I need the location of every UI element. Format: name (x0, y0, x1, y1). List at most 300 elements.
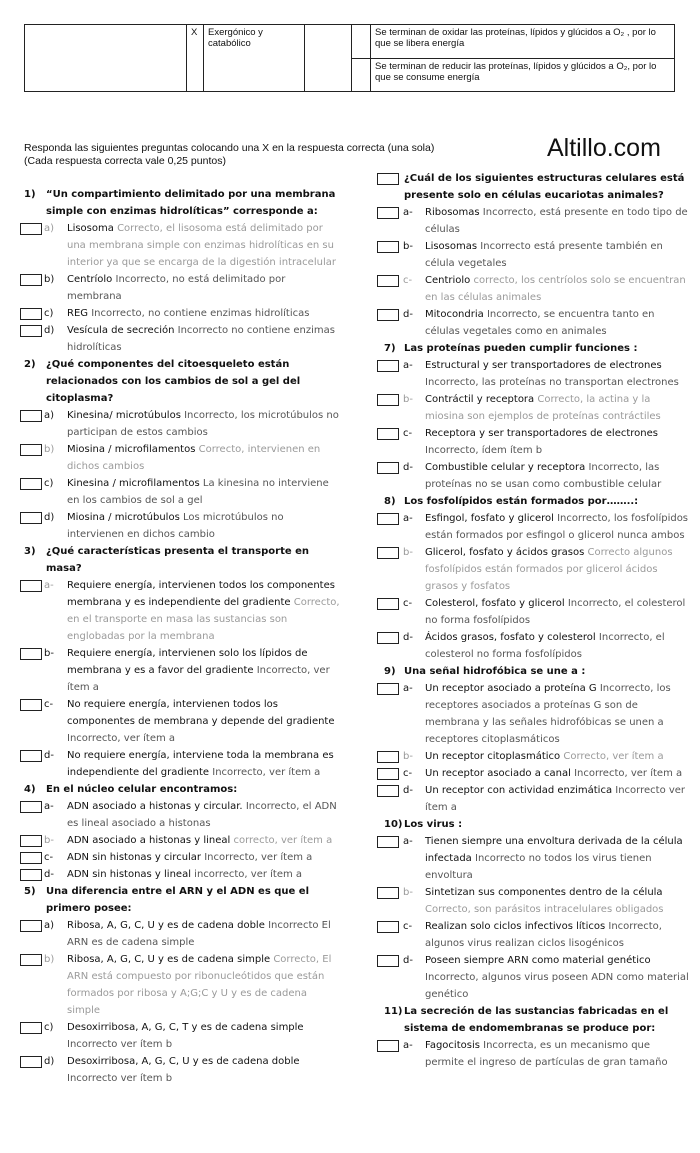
table-cell-check (352, 25, 371, 59)
answer-option (377, 425, 690, 459)
answer-option (20, 1019, 340, 1053)
option-text (67, 271, 340, 305)
option-feedback: Correcto, son parásitos intracelulares obligados (425, 904, 664, 915)
option-label: Lisosomas (425, 241, 478, 252)
instructions-line: (Cada respuesta correcta vale 0,25 puntos) (24, 155, 226, 167)
option-label: Un receptor con actividad enzimática (425, 785, 613, 796)
option-letter: b- (403, 394, 413, 405)
option-feedback: Incorrecto, algunos virus poseen ADN como material genético (425, 972, 689, 1000)
answer-option (377, 357, 690, 391)
option-feedback: Incorrecto, ver ítem a (67, 665, 330, 693)
answer-checkbox[interactable] (377, 768, 399, 780)
option-feedback: Incorrecto, ver ítem a (574, 768, 683, 779)
option-label: Ribosa, A, G, C, U y es de cadena simple (67, 954, 271, 965)
answer-option (377, 510, 690, 544)
question-line (24, 186, 340, 203)
answer-checkbox[interactable] (20, 1056, 42, 1068)
question-text: presente solo en células eucariotas animales? (404, 190, 664, 201)
option-feedback: Incorrecto, ver ítem a (67, 733, 176, 744)
question-text: En el núcleo celular encontramos: (46, 784, 238, 795)
option-text (67, 322, 340, 356)
option-letter: d) (44, 512, 55, 523)
option-label: Mitocondria (425, 309, 484, 320)
option-text (67, 1019, 340, 1053)
answer-option (377, 629, 690, 663)
question-text: ¿Qué características presenta el transporte en masa? (46, 546, 310, 574)
answer-checkbox[interactable] (20, 512, 42, 524)
option-feedback: Correcto, en el transporte en masa las sustancias son englobadas por la membrana (67, 597, 340, 642)
answer-checkbox[interactable] (20, 954, 42, 966)
answer-option (20, 645, 340, 696)
question (20, 356, 340, 407)
option-label: Vesícula de secreción (67, 325, 175, 336)
option-text (425, 680, 690, 748)
answer-checkbox[interactable] (377, 547, 399, 559)
question-line (404, 1020, 690, 1037)
option-feedback: Incorrecto no contiene enzimas hidrolíticas (67, 325, 335, 353)
right-column (377, 170, 690, 1071)
answer-checkbox[interactable] (377, 462, 399, 474)
option-letter: b- (403, 751, 413, 762)
answer-checkbox[interactable] (377, 173, 399, 185)
option-text (425, 1037, 690, 1071)
option-text (425, 544, 690, 595)
option-feedback: Correcto, el lisosoma está delimitado por una membrana simple con enzimas hidrolíticas en su interior ya que se encarga de la digestión intracelular (67, 223, 336, 268)
option-feedback: Incorrecto El ARN es de cadena simple (67, 920, 331, 948)
option-label: ADN sin histonas y lineal (67, 869, 191, 880)
option-letter: c- (403, 768, 413, 779)
answer-checkbox[interactable] (377, 785, 399, 797)
answer-checkbox[interactable] (377, 275, 399, 287)
answer-option (377, 459, 690, 493)
answer-checkbox[interactable] (20, 410, 42, 422)
option-letter: c- (403, 428, 413, 439)
option-text (67, 832, 340, 849)
table-cell-mark: X (187, 25, 204, 92)
answer-option (377, 748, 690, 765)
option-feedback: Incorrecto, las proteínas no transportan electrones (425, 377, 679, 388)
answer-option (377, 782, 690, 816)
question-text: Una diferencia entre el ARN y el ADN es que el (46, 886, 310, 897)
question-line (384, 663, 690, 680)
option-letter: a- (403, 513, 413, 524)
option-feedback: Incorrecto ver ítem b (67, 1073, 173, 1084)
answer-option (20, 475, 340, 509)
question-number: 2) (24, 359, 36, 370)
option-feedback: Incorrecto, no está delimitado por membrana (67, 274, 286, 302)
question-line (46, 390, 340, 407)
option-letter: a- (403, 683, 413, 694)
option-feedback: Incorrecto, ver ítem a (212, 767, 321, 778)
question (377, 340, 690, 357)
option-letter: a- (44, 801, 54, 812)
option-text (67, 1053, 340, 1087)
answer-checkbox[interactable] (377, 513, 399, 525)
answer-option (377, 391, 690, 425)
answer-option (20, 407, 340, 441)
answer-option (377, 595, 690, 629)
option-feedback: incorrecto, ver ítem a (194, 869, 303, 880)
option-label: Esfingol, fosfato y glicerol (425, 513, 554, 524)
answer-option (377, 544, 690, 595)
option-feedback: Incorrecto, las proteínas no se usan como combustible celular (425, 462, 662, 490)
answer-checkbox[interactable] (377, 887, 399, 899)
option-letter: d- (44, 750, 54, 761)
question-text: simple con enzimas hidrolíticas” corresponde a: (46, 206, 318, 217)
question-text: Una señal hidrofóbica se une a : (404, 666, 586, 677)
answer-checkbox[interactable] (377, 683, 399, 695)
answer-checkbox[interactable] (20, 852, 42, 864)
option-feedback: Incorrecto, está presente en todo tipo de células (425, 207, 688, 235)
option-feedback: Incorrecto, el ADN es lineal asociado a histonas (67, 801, 337, 829)
option-feedback: Los microtúbulos no intervienen en dichos cambio (67, 512, 284, 540)
answer-checkbox[interactable] (377, 751, 399, 763)
question-text: ¿Cuál de los siguientes estructuras celulares está (404, 173, 685, 184)
option-letter: d- (403, 462, 413, 473)
option-text (425, 595, 690, 629)
question-number: 3) (24, 546, 36, 557)
option-text (67, 220, 340, 271)
table-cell-check (352, 58, 371, 92)
option-label: Requiere energía, intervienen todos los componentes membrana y es independiente del gradiente (67, 580, 335, 608)
option-letter: d- (403, 785, 413, 796)
option-label: Glicerol, fosfato y ácidos grasos (425, 547, 585, 558)
option-letter: c) (44, 1022, 54, 1033)
option-text (425, 782, 690, 816)
answer-option (377, 765, 690, 782)
question-text: Los virus : (404, 819, 463, 830)
option-text (425, 748, 690, 765)
answer-checkbox[interactable] (377, 836, 399, 848)
answer-checkbox[interactable] (20, 801, 42, 813)
question (20, 781, 340, 798)
question-text: Las proteínas pueden cumplir funciones : (404, 343, 638, 354)
option-text (425, 833, 690, 884)
option-letter: d- (403, 309, 413, 320)
table-cell-empty (25, 25, 187, 92)
option-text (67, 866, 340, 883)
option-text (425, 459, 690, 493)
option-label: Realizan solo ciclos infectivos líticos (425, 921, 606, 932)
option-label: Lisosoma (67, 223, 114, 234)
answer-option (20, 866, 340, 883)
option-feedback: Correcto, intervienen en dichos cambios (67, 444, 321, 472)
answer-option (20, 798, 340, 832)
answer-checkbox[interactable] (20, 920, 42, 932)
option-label: Ácidos grasos, fosfato y colesterol (425, 632, 596, 643)
option-text (67, 747, 340, 781)
question-text: ¿Qué componentes del citoesqueleto están (46, 359, 290, 370)
option-label: Kinesina / microfilamentos (67, 478, 200, 489)
answer-option (20, 1053, 340, 1087)
question-line (46, 900, 340, 917)
question-line (384, 1003, 690, 1020)
option-feedback: Incorrecto, los fosfolípidos están formados por esfingol o glicerol nunca ambos (425, 513, 689, 541)
answer-checkbox[interactable] (20, 648, 42, 660)
option-text (67, 917, 340, 951)
option-feedback: Incorrecto, el colesterol no forma fosfolípidos (425, 598, 686, 626)
option-feedback: Incorrecto, ver ítem a (204, 852, 313, 863)
option-feedback: Incorrecto, ídem ítem b (425, 445, 543, 456)
question-number: 5) (24, 886, 36, 897)
option-letter: c- (44, 699, 54, 710)
question (377, 663, 690, 680)
option-feedback: Incorrecto, los receptores asociados a proteínas G son de membrana y las señales hidrofóbicas se unen a receptores citoplasmáticos (425, 683, 671, 745)
option-letter: d- (403, 955, 413, 966)
option-text (425, 204, 690, 238)
option-feedback: Incorrecto, los microtúbulos no participan de estos cambios (67, 410, 339, 438)
option-letter: b- (403, 241, 413, 252)
option-text (67, 849, 340, 866)
question-line (24, 543, 340, 577)
option-label: Contráctil y receptora (425, 394, 535, 405)
option-feedback: correcto, ver ítem a (233, 835, 333, 846)
answer-checkbox[interactable] (20, 580, 42, 592)
option-label: ADN asociado a histonas y circular. (67, 801, 243, 812)
answer-checkbox[interactable] (377, 309, 399, 321)
option-letter: c) (44, 478, 54, 489)
option-label: Combustible celular y receptora (425, 462, 586, 473)
answer-option (377, 833, 690, 884)
answer-option (20, 220, 340, 271)
option-label: Miosina / microtúbulos (67, 512, 180, 523)
option-text (67, 798, 340, 832)
question-line (24, 356, 340, 373)
option-letter: c- (403, 275, 413, 286)
option-letter: d) (44, 325, 55, 336)
option-label: Colesterol, fosfato y glicerol (425, 598, 565, 609)
answer-checkbox[interactable] (377, 207, 399, 219)
question-text: sistema de endomembranas se produce por: (404, 1023, 656, 1034)
answer-checkbox[interactable] (20, 223, 42, 235)
answer-option (377, 204, 690, 238)
option-letter: c- (403, 921, 413, 932)
option-letter: b) (44, 274, 55, 285)
question-text: “Un compartimiento delimitado por una membrana (46, 189, 336, 200)
option-letter: b- (403, 547, 413, 558)
answer-checkbox[interactable] (377, 394, 399, 406)
option-letter: a- (403, 836, 413, 847)
answer-option (377, 306, 690, 340)
option-text (425, 425, 690, 459)
answer-option (377, 1037, 690, 1071)
instructions (24, 142, 434, 168)
option-text (425, 272, 690, 306)
option-label: Sintetizan sus componentes dentro de la célula (425, 887, 663, 898)
option-letter: c) (44, 308, 54, 319)
option-letter: c- (403, 598, 413, 609)
option-feedback: La kinesina no interviene en los cambios de sol a gel (67, 478, 329, 506)
option-feedback: Incorrecto, no contiene enzimas hidrolíticas (91, 308, 310, 319)
question-line (384, 816, 690, 833)
site-logo: Altillo.com (547, 134, 661, 162)
answer-checkbox[interactable] (377, 955, 399, 967)
option-label: Requiere energía, intervienen solo los lípidos de membrana y es a favor del gradiente (67, 648, 308, 676)
answer-option (20, 849, 340, 866)
question-number: 10) (384, 819, 403, 830)
option-text (67, 441, 340, 475)
answer-option (20, 322, 340, 356)
question-line (384, 340, 690, 357)
table-cell-option: Se terminan de reducir las proteínas, lípidos y glúcidos a O₂, por lo que se consume energía (371, 58, 675, 92)
option-label: Desoxirribosa, A, G, C, T y es de cadena simple (67, 1022, 304, 1033)
option-text (425, 510, 690, 544)
option-text (67, 509, 340, 543)
answer-option (20, 747, 340, 781)
answer-option (377, 884, 690, 918)
option-text (425, 629, 690, 663)
option-letter: b- (403, 887, 413, 898)
question (377, 816, 690, 833)
question (377, 493, 690, 510)
option-text (425, 357, 690, 391)
answer-option (20, 441, 340, 475)
option-label: Ribosa, A, G, C, U y es de cadena doble (67, 920, 265, 931)
question-number: 8) (384, 496, 396, 507)
option-letter: d) (44, 1056, 55, 1067)
option-label: No requiere energía, interviene toda la membrana es independiente del gradiente (67, 750, 334, 778)
option-label: Ribosomas (425, 207, 480, 218)
option-letter: c- (44, 852, 54, 863)
answer-checkbox[interactable] (377, 241, 399, 253)
option-feedback: correcto, los centríolos solo se encuentran en las células animales (425, 275, 686, 303)
option-text (425, 238, 690, 272)
option-label: Estructural y ser transportadores de electrones (425, 360, 662, 371)
table-cell-empty (305, 25, 352, 92)
table-cell-option: Se terminan de oxidar las proteínas, lípidos y glúcidos a O₂ , por lo que se libera energía (371, 25, 675, 59)
option-text (67, 696, 340, 747)
question-line (404, 170, 690, 187)
option-letter: d- (44, 869, 54, 880)
option-letter: a) (44, 223, 55, 234)
answer-option (20, 832, 340, 849)
question-text: La secreción de las sustancias fabricadas en el (404, 1006, 669, 1017)
option-text (425, 391, 690, 425)
option-letter: a- (403, 1040, 413, 1051)
answer-checkbox[interactable] (20, 308, 42, 320)
option-label: Poseen siempre ARN como material genético (425, 955, 651, 966)
table-cell-type: Exergónico y catabólico (204, 25, 305, 92)
option-label: Desoxirribosa, A, G, C, U y es de cadena doble (67, 1056, 300, 1067)
option-text (425, 918, 690, 952)
option-label: Un receptor asociado a canal (425, 768, 571, 779)
answer-checkbox[interactable] (20, 325, 42, 337)
option-text (67, 577, 340, 645)
option-text (67, 951, 340, 1019)
option-label: Fagocitosis (425, 1040, 480, 1051)
option-text (67, 407, 340, 441)
question-number: 4) (24, 784, 36, 795)
option-label: Receptora y ser transportadores de electrones (425, 428, 658, 439)
answer-checkbox[interactable] (20, 750, 42, 762)
answer-checkbox[interactable] (377, 428, 399, 440)
option-letter: a) (44, 920, 55, 931)
option-label: REG (67, 308, 89, 319)
option-label: Un receptor citoplasmático (425, 751, 561, 762)
left-column (20, 186, 340, 1087)
option-label: Miosina / microfilamentos (67, 444, 196, 455)
question-line (46, 373, 340, 390)
option-text (425, 884, 690, 918)
option-feedback: Correcto algunos fosfolípidos están formados por glicerol ácidos grasos y fosfatos (425, 547, 673, 592)
option-feedback: Correcto, El ARN está compuesto por ribonucleótidos que están formados por ribosa y A;G;C y U y es de cadena simple (67, 954, 332, 1016)
question-text: Los fosfolípidos están formados por……..: (404, 496, 639, 507)
option-feedback: Incorrecto ver ítem b (67, 1039, 173, 1050)
option-feedback: Incorrecto, se encuentra tanto en células vegetales como en animales (425, 309, 655, 337)
question (377, 170, 690, 204)
question (20, 883, 340, 917)
answer-checkbox[interactable] (20, 274, 42, 286)
option-letter: b) (44, 444, 55, 455)
answer-option (20, 509, 340, 543)
option-label: Kinesina/ microtúbulos (67, 410, 181, 421)
option-label: No requiere energía, intervienen todos los componentes de membrana y depende del gradiente (67, 699, 335, 727)
instructions-line: Responda las siguientes preguntas colocando una X en la respuesta correcta (una sola) (24, 142, 435, 154)
option-text (425, 765, 690, 782)
question (20, 543, 340, 577)
answer-checkbox[interactable] (377, 360, 399, 372)
option-feedback: Correcto, ver ítem a (563, 751, 664, 762)
question-number: 9) (384, 666, 396, 677)
answer-option (377, 272, 690, 306)
answer-option (20, 917, 340, 951)
question-line (24, 883, 340, 900)
option-text (67, 475, 340, 509)
option-label: Tienen siempre una envoltura derivada de la célula infectada (425, 836, 683, 864)
answer-checkbox[interactable] (377, 632, 399, 644)
question-number: 11) (384, 1006, 403, 1017)
answer-option (20, 951, 340, 1019)
option-text (425, 952, 690, 1003)
answer-option (20, 305, 340, 322)
question-line (404, 187, 690, 204)
answer-option (377, 680, 690, 748)
question-line (24, 781, 340, 798)
option-letter: a- (44, 580, 54, 591)
question (377, 1003, 690, 1037)
answer-checkbox[interactable] (377, 921, 399, 933)
question-text: relacionados con los cambios de sol a gel del (46, 376, 301, 387)
answer-checkbox[interactable] (20, 1022, 42, 1034)
answer-option (377, 918, 690, 952)
option-label: Centriolo (425, 275, 471, 286)
option-letter: a- (403, 207, 413, 218)
option-feedback: Incorrecto, algunos virus realizan ciclos lisogénicos (425, 921, 662, 949)
question-line (46, 203, 340, 220)
answer-checkbox[interactable] (20, 478, 42, 490)
option-feedback: Incorrecto no todos los virus tienen envoltura (425, 853, 652, 881)
question (20, 186, 340, 220)
question-text: citoplasma? (46, 393, 114, 404)
option-letter: a- (403, 360, 413, 371)
option-letter: d- (403, 632, 413, 643)
answer-option (20, 271, 340, 305)
answer-table (24, 24, 675, 92)
option-label: Centríolo (67, 274, 113, 285)
option-feedback: Incorrecto ver ítem a (425, 785, 686, 813)
option-letter: b- (44, 835, 54, 846)
question-number: 7) (384, 343, 396, 354)
answer-checkbox[interactable] (20, 699, 42, 711)
answer-option (377, 238, 690, 272)
answer-checkbox[interactable] (20, 444, 42, 456)
answer-checkbox[interactable] (377, 1040, 399, 1052)
answer-checkbox[interactable] (20, 835, 42, 847)
option-feedback: Correcto, la actina y la miosina son ejemplos de proteínas contráctiles (425, 394, 661, 422)
answer-checkbox[interactable] (377, 598, 399, 610)
option-label: ADN asociado a histonas y lineal (67, 835, 231, 846)
answer-checkbox[interactable] (20, 869, 42, 881)
